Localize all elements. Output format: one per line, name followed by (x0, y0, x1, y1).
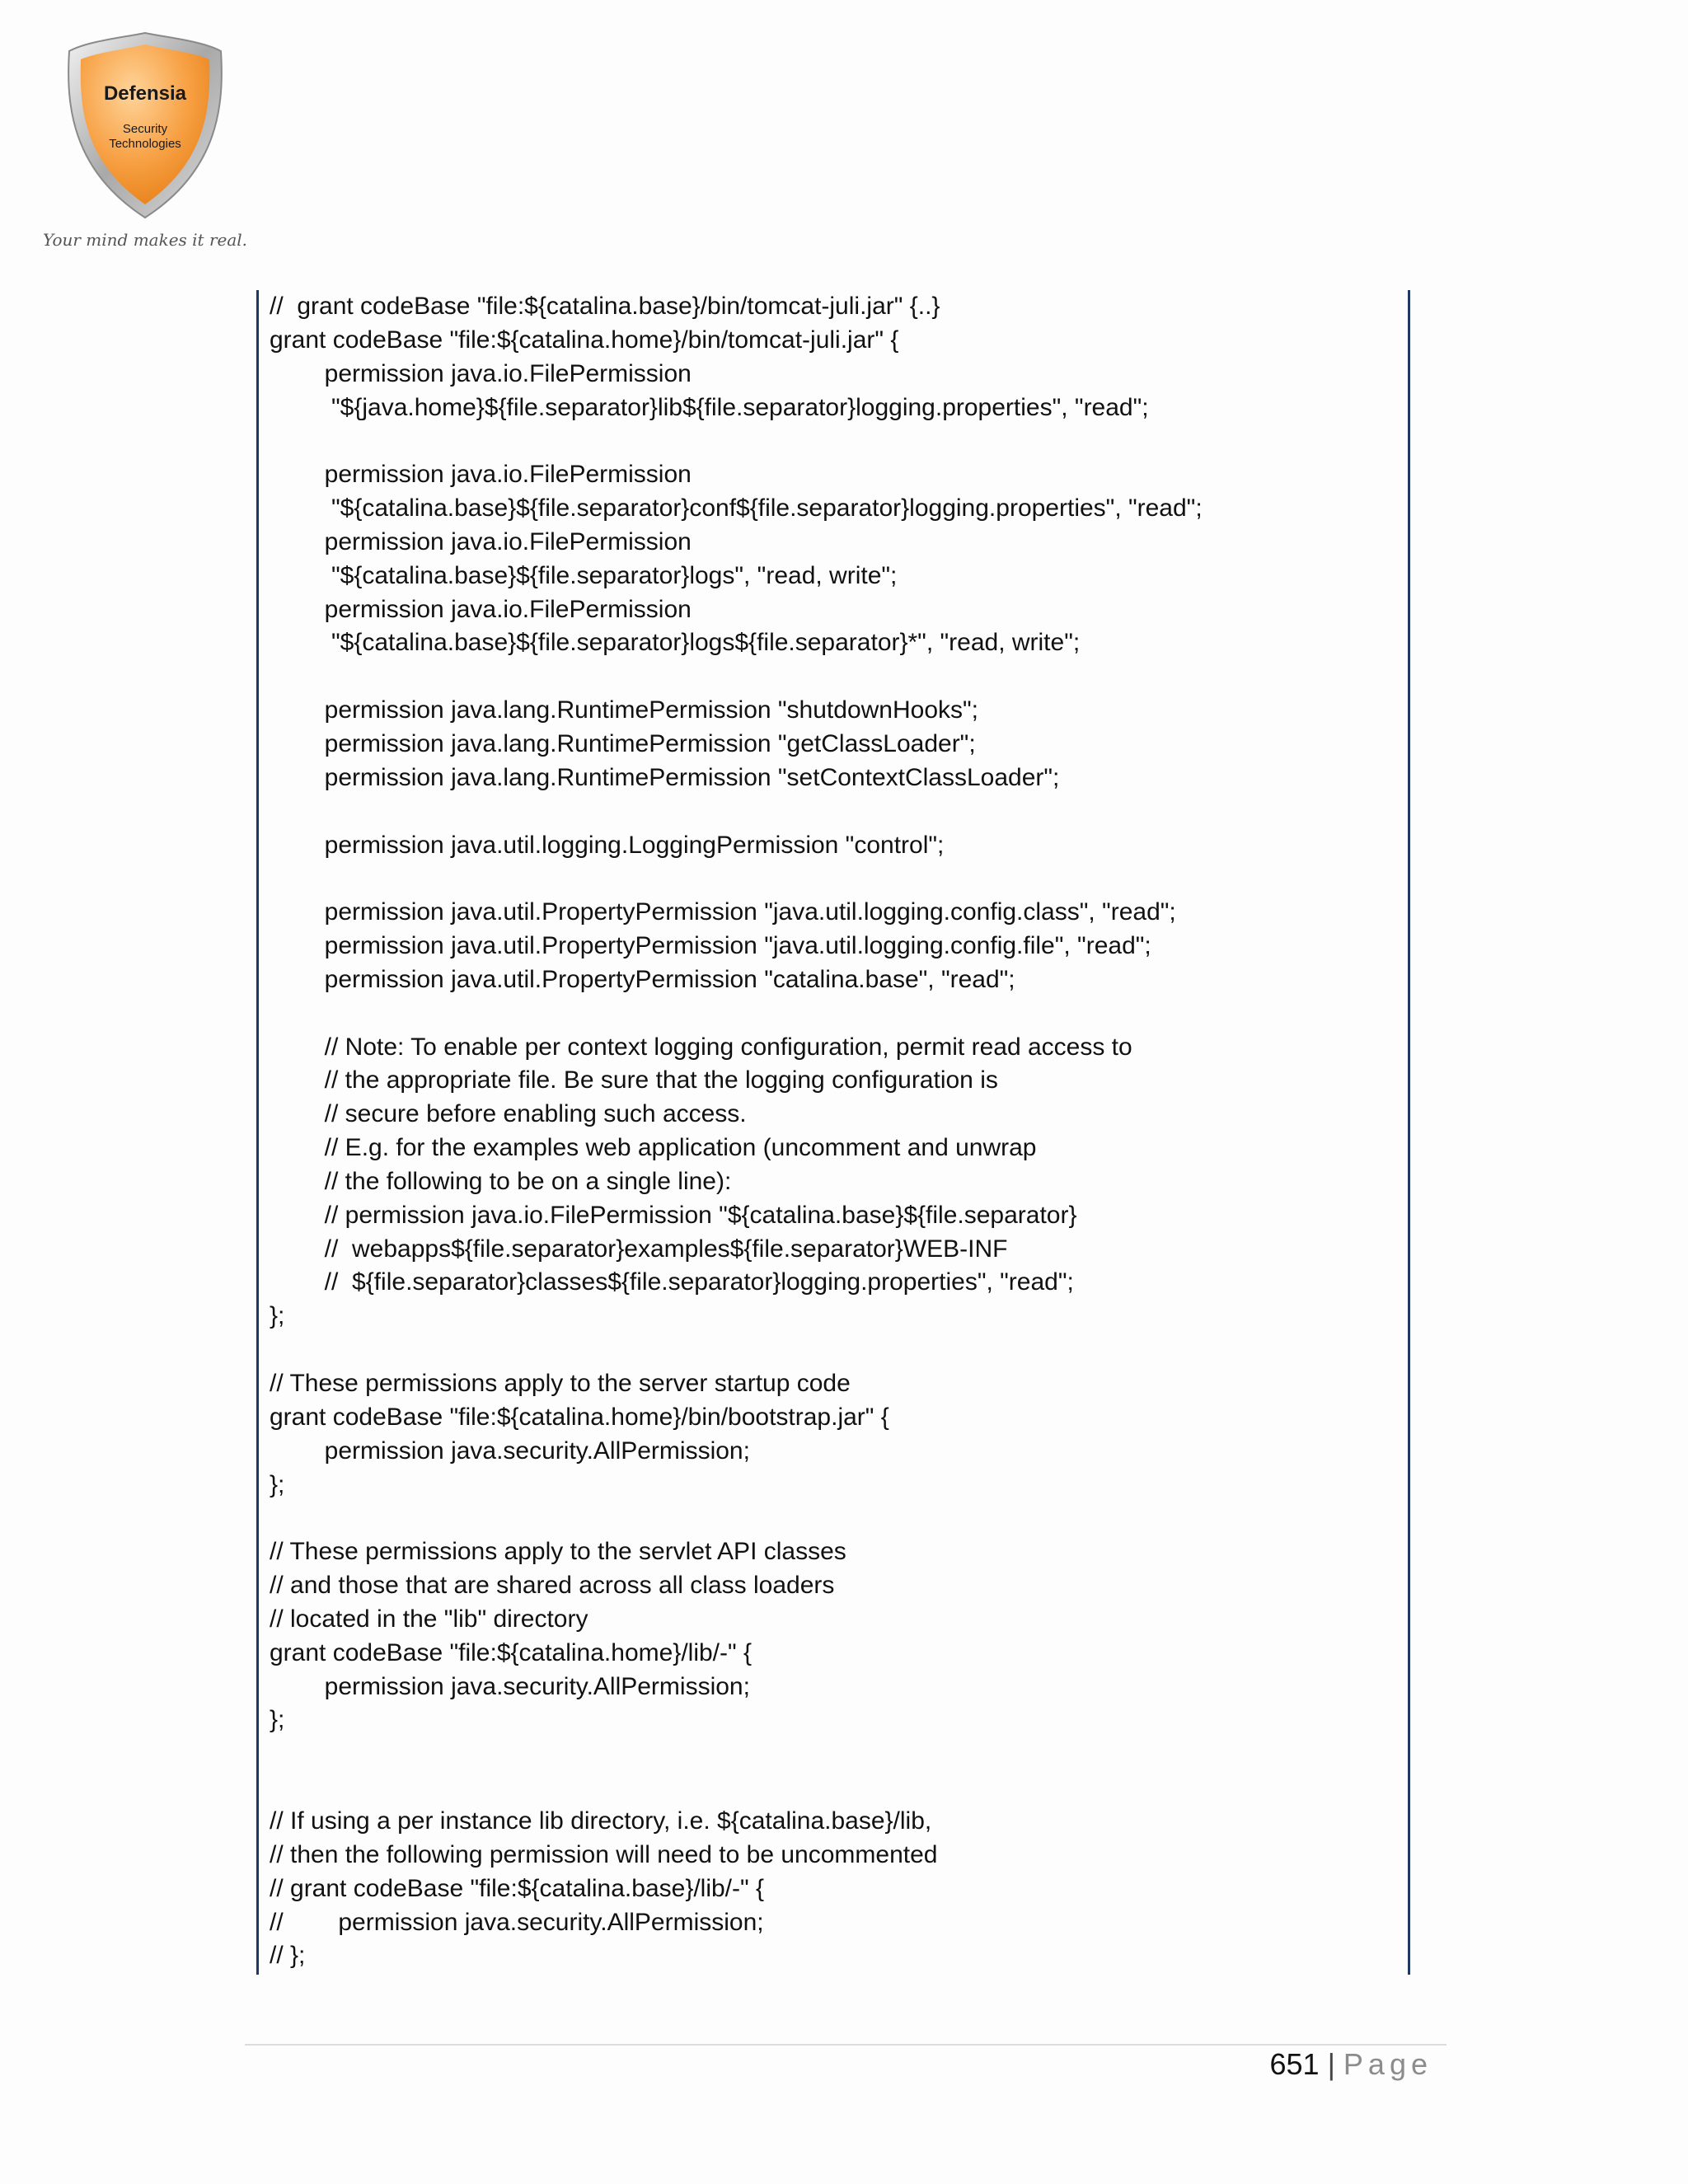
code-line (270, 1737, 1203, 1771)
code-line: }; (270, 1706, 285, 1734)
footer-divider (245, 2044, 1447, 2046)
code-line: // These permissions apply to the servlet API classes (270, 1538, 846, 1566)
code-line: // secure before enabling such access. (270, 1100, 747, 1128)
code-listing-box (256, 290, 1410, 1975)
shield-logo-icon (42, 30, 248, 260)
company-logo (42, 30, 248, 260)
code-line: "${catalina.base}${file.separator}logs", "read, write"; (270, 561, 898, 589)
code-line: // E.g. for the examples web application (uncomment and unwrap (270, 1134, 1037, 1162)
code-line (270, 1333, 1203, 1367)
code-line: "${catalina.base}${file.separator}logs${file.separator}*", "read, write"; (270, 629, 1081, 657)
code-line: grant codeBase "file:${catalina.home}/bin/tomcat-juli.jar" { (270, 326, 899, 354)
code-line: permission java.lang.RuntimePermission "setContextClassLoader"; (270, 763, 1060, 791)
code-line: permission java.util.PropertyPermission "java.util.logging.config.class", "read"; (270, 898, 1176, 926)
code-line: permission java.security.AllPermission; (270, 1436, 750, 1465)
code-line: "${java.home}${file.separator}lib${file.separator}logging.properties", "read"; (270, 393, 1149, 421)
code-line: // webapps${file.separator}examples${file.separator}WEB-INF (270, 1235, 1008, 1263)
code-line: permission java.io.FilePermission (270, 595, 692, 623)
page-footer (1269, 2047, 1432, 2082)
code-line: // and those that are shared across all class loaders (270, 1572, 835, 1600)
code-line: // grant codeBase "file:${catalina.base}/bin/tomcat-juli.jar" {..} (270, 293, 940, 320)
code-line: // the following to be on a single line): (270, 1167, 732, 1195)
code-line (270, 1502, 1203, 1535)
code-line: // the appropriate file. Be sure that the logging configuration is (270, 1066, 998, 1094)
code-line: permission java.util.logging.LoggingPermission "control"; (270, 831, 945, 859)
code-line: // then the following permission will need to be uncommented (270, 1840, 938, 1868)
code-line: // permission java.io.FilePermission "${catalina.base}${file.separator} (270, 1201, 1077, 1229)
logo-tagline: Your mind makes it real. (42, 230, 248, 250)
page-number: 651 (1269, 2047, 1320, 2081)
code-line: permission java.io.FilePermission (270, 461, 692, 489)
code-line: // permission java.security.AllPermission; (270, 1908, 764, 1936)
code-line: permission java.util.PropertyPermission "java.util.logging.config.file", "read"; (270, 932, 1151, 960)
code-line (270, 795, 1203, 829)
code-line: "${catalina.base}${file.separator}conf${file.separator}logging.properties", "read"; (270, 494, 1203, 523)
code-line: // ${file.separator}classes${file.separator}logging.properties", "read"; (270, 1268, 1074, 1296)
code-line: permission java.security.AllPermission; (270, 1672, 750, 1700)
page-label: Page (1343, 2047, 1432, 2081)
code-line: // grant codeBase "file:${catalina.base}/lib/-" { (270, 1874, 765, 1902)
code-line: }; (270, 1302, 285, 1330)
logo-line-security: Security (122, 122, 168, 136)
code-listing (270, 290, 1203, 1973)
code-line: // Note: To enable per context logging configuration, permit read access to (270, 1033, 1132, 1061)
logo-name: Defensia (103, 82, 187, 105)
code-line: // If using a per instance lib directory, i.e. ${catalina.base}/lib, (270, 1807, 932, 1835)
code-line (270, 1771, 1203, 1805)
code-line: }; (270, 1470, 285, 1498)
code-line: grant codeBase "file:${catalina.home}/lib/-" { (270, 1638, 752, 1666)
logo-line-technologies: Technologies (109, 137, 181, 151)
code-line: // These permissions apply to the server startup code (270, 1370, 851, 1397)
code-line: grant codeBase "file:${catalina.home}/bin/bootstrap.jar" { (270, 1403, 889, 1431)
code-line (270, 997, 1203, 1031)
code-line: permission java.io.FilePermission (270, 359, 692, 387)
code-line: permission java.lang.RuntimePermission "shutdownHooks"; (270, 696, 978, 724)
code-line (270, 660, 1203, 694)
code-line (270, 862, 1203, 896)
code-line: permission java.io.FilePermission (270, 527, 692, 555)
code-line (270, 424, 1203, 458)
code-line: permission java.lang.RuntimePermission "getClassLoader"; (270, 729, 976, 757)
code-line: // located in the "lib" directory (270, 1605, 588, 1633)
code-line: permission java.util.PropertyPermission "catalina.base", "read"; (270, 965, 1015, 993)
code-line: // }; (270, 1942, 306, 1970)
footer-separator: | (1327, 2047, 1335, 2081)
